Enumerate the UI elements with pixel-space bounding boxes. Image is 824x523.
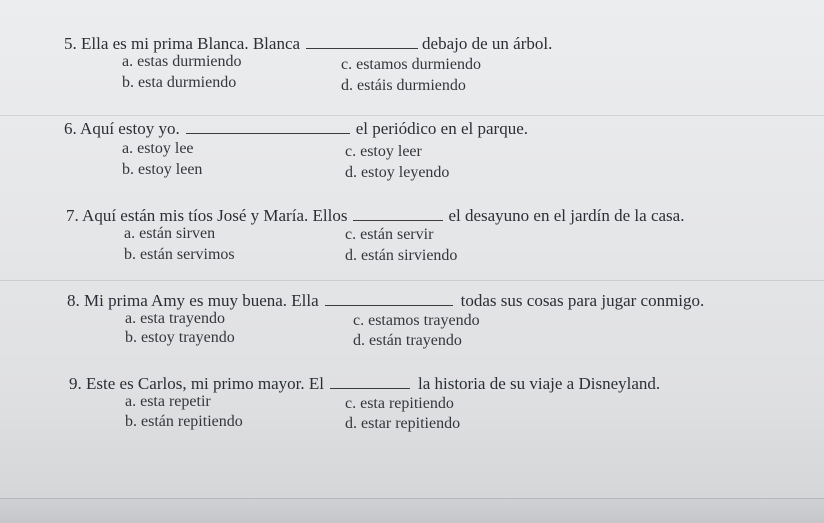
question-6-blank[interactable] [186,119,350,134]
question-6-option-d[interactable]: d. estoy leyendo [345,164,450,181]
paper-crease [0,280,824,281]
question-6-stem [64,119,528,139]
question-6-option-a[interactable]: a. estoy lee [122,140,194,157]
question-9-option-d[interactable]: d. estar repitiendo [345,415,461,432]
question-7-text-before: 7. Aquí están mis tíos José y María. Ellos [66,206,348,225]
question-6-text-before: 6. Aquí estoy yo. [64,119,180,138]
question-5-option-c[interactable]: c. estamos durmiendo [341,56,481,73]
question-9-option-b[interactable]: b. están repitiendo [125,413,243,430]
question-8-option-b[interactable]: b. estoy trayendo [125,329,235,346]
question-7-option-b[interactable]: b. están servimos [124,246,235,263]
question-6-option-b[interactable]: b. estoy leen [122,161,203,178]
question-8-text-after: todas sus cosas para jugar conmigo. [460,291,705,310]
question-7-stem [66,206,684,226]
question-8-option-d[interactable]: d. están trayendo [353,332,462,349]
question-9-text-after: la historia de su viaje a Disneyland. [417,374,661,393]
question-7-blank[interactable] [353,206,443,221]
question-7-text-after: el desayuno en el jardín de la casa. [448,206,685,225]
question-5-text-before: 5. Ella es mi prima Blanca. Blanca [64,34,301,53]
question-9-option-a[interactable]: a. esta repetir [125,393,211,410]
question-8-stem [67,291,704,311]
question-7-option-d[interactable]: d. están sirviendo [345,247,458,264]
question-6-option-c[interactable]: c. estoy leer [345,143,422,160]
question-5-option-d[interactable]: d. estáis durmiendo [341,77,466,94]
question-5-option-a[interactable]: a. estas durmiendo [122,53,242,70]
question-9-stem [69,374,660,394]
question-8-blank[interactable] [325,291,453,306]
question-9-blank[interactable] [330,374,410,389]
question-5-text-after: debajo de un árbol. [422,34,553,53]
question-5-stem [64,34,552,54]
question-8-option-c[interactable]: c. estamos trayendo [353,312,480,329]
question-7-option-c[interactable]: c. están servir [345,226,434,243]
page-bottom-edge [0,498,824,523]
paper-crease [0,115,824,116]
question-9-text-before: 9. Este es Carlos, mi primo mayor. El [69,374,324,393]
question-9-option-c[interactable]: c. esta repitiendo [345,395,454,412]
question-6-text-after: el periódico en el parque. [355,119,528,138]
question-8-option-a[interactable]: a. esta trayendo [125,310,225,327]
question-5-option-b[interactable]: b. esta durmiendo [122,74,237,91]
question-8-text-before: 8. Mi prima Amy es muy buena. Ella [67,291,319,310]
question-7-option-a[interactable]: a. están sirven [124,225,216,242]
question-5-blank[interactable] [306,34,418,49]
